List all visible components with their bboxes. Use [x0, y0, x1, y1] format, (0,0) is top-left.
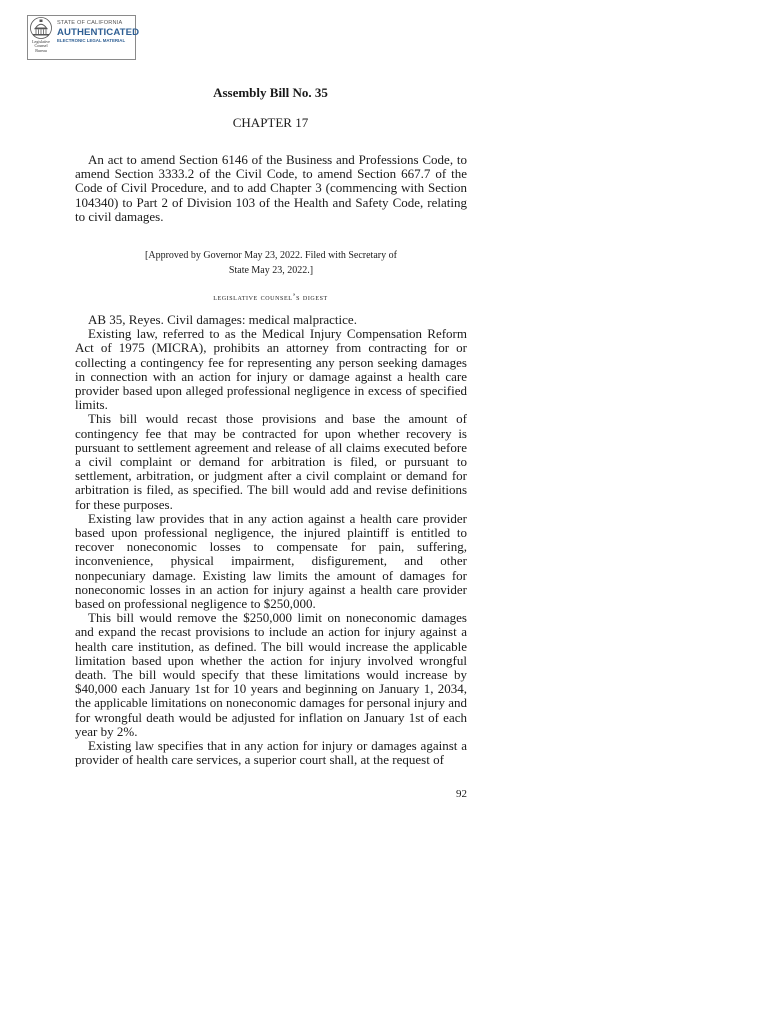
authentication-badge — [27, 15, 140, 60]
badge-subtitle: ELECTRONIC LEGAL MATERIAL — [57, 38, 126, 43]
approval-line-1: [Approved by Governor May 23, 2022. Filed with Secretary of — [145, 250, 397, 261]
digest-paragraph: Existing law, referred to as the Medical Injury Compensation Reform Act of 1975 (MICRA), prohibits an attorney from contracting for or collecting a contingency fee for representing any person seeking damages in connection with an action for injury or damage against a health care provider based upon alleged professional negligence in excess of specified limits. — [75, 326, 467, 413]
approval-line-2: State May 23, 2022.] — [228, 264, 314, 276]
digest-paragraph: This bill would recast those provisions and base the amount of contingency fee that may be contracted for upon whether recovery is pursuant to settlement agreement and release of all claims executed before a civil complaint or demand for arbitration is filed, or pursuant to settlement, arbitration, or judgment after a civil complaint or demand for arbitration is filed, as specified. The bill would add and revise definitions for these purposes. — [75, 411, 467, 512]
act-description: An act to amend Section 6146 of the Business and Professions Code, to amend Section 3333.2 of the Civil Code, to amend Section 667.7 of the Code of Civil Procedure, and to add Chapter 3 (commencing with Section 104340) to Part 2 of Division 103 of the Health and Safety Code, relating to civil damages. — [75, 152, 467, 224]
badge-state-label: STATE OF CALIFORNIA — [57, 20, 123, 26]
bill-title: Assembly Bill No. 35 — [213, 85, 328, 100]
digest-paragraph: Existing law specifies that in any action for injury or damages against a provider of health care services, a superior court shall, at the request of — [75, 738, 467, 768]
digest-heading: legislative counsel’s digest — [213, 292, 328, 302]
badge-text-block — [54, 16, 141, 59]
digest-body — [75, 313, 467, 768]
approval-note — [120, 249, 422, 278]
seal-caption: Legislative Counsel Bureau — [32, 39, 50, 53]
digest-paragraph: Existing law provides that in any action against a health care provider based upon professional negligence, the injured plaintiff is entitled to recover noneconomic losses to compensate for pain, suffering, inconvenience, physical impairment, disfigurement, and other nonpecuniary damage. Existing law limits the amount of damages for noneconomic losses in an action for injury against a health care provider based on professional negligence to $250,000. — [75, 510, 467, 612]
capitol-seal — [28, 16, 54, 59]
digest-paragraph: AB 35, Reyes. Civil damages: medical malpractice. — [88, 312, 357, 327]
page-number: 92 — [456, 788, 467, 800]
badge-authenticated-label: AUTHENTICATED — [57, 27, 140, 38]
digest-paragraph: This bill would remove the $250,000 limit on noneconomic damages and expand the recast provisions to include an action for injury against a health care institution, as defined. The bill would increase the applicable limitation based upon whether the action for injury involved wrongful death. The bill would specify that these limitations would increase by $40,000 each January 1st for 10 years and beginning on January 1, 2034, the applicable limitations on noneconomic damages for personal injury and for wrongful death would be adjusted for inflation on January 1st of each year by 2%. — [75, 610, 467, 739]
capitol-dome-icon — [28, 17, 54, 39]
chapter-label: CHAPTER 17 — [232, 115, 309, 130]
